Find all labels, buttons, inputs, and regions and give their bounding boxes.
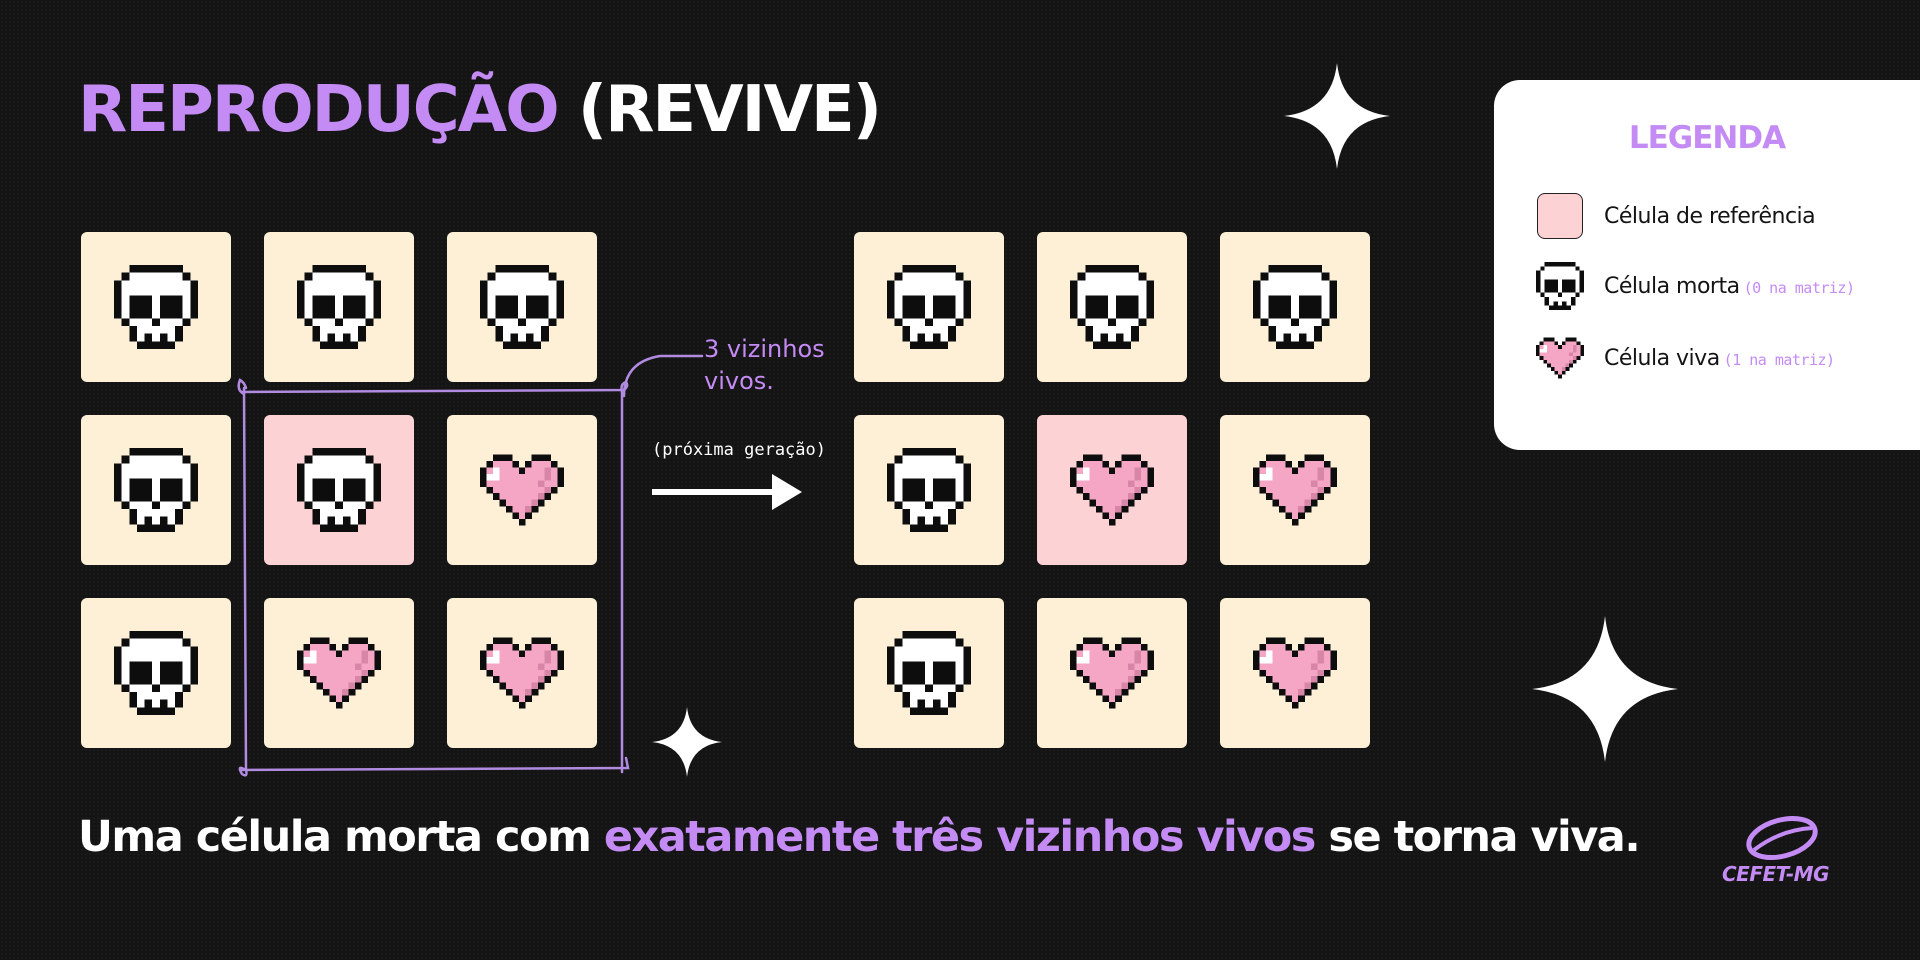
skull-icon (114, 631, 198, 715)
legend-label: Célula viva (1 na matriz) (1604, 345, 1835, 371)
legend-item-alive (1536, 334, 1835, 382)
reference-cell-1-1 (1037, 415, 1187, 565)
caption-highlight: exatamente três vizinhos vivos (603, 812, 1315, 862)
sparkle-icon (1532, 616, 1678, 762)
grid-cell-0-2 (447, 232, 597, 382)
legend-note: (1 na matriz) (1723, 350, 1835, 369)
skull-icon (297, 265, 381, 349)
skull-icon (887, 448, 971, 532)
heart-icon (1253, 448, 1337, 532)
heart-icon (1253, 631, 1337, 715)
grid-cell-2-0 (854, 598, 1004, 748)
skull-icon (1536, 262, 1584, 310)
grid-cell-0-0 (81, 232, 231, 382)
neighbors-callout: 3 vizinhos vivos. (704, 335, 825, 395)
logo-text: CEFET-MG (1722, 862, 1829, 886)
arrow-right-icon (652, 470, 804, 514)
sparkle-icon (652, 706, 722, 778)
skull-icon (114, 448, 198, 532)
skull-icon (480, 265, 564, 349)
heart-icon (1536, 334, 1584, 382)
grid-cell-1-0 (854, 415, 1004, 565)
legend-item-reference (1536, 192, 1815, 240)
grid-cell-0-0 (854, 232, 1004, 382)
legend-panel (1494, 80, 1920, 450)
legend-note: (0 na matriz) (1743, 278, 1855, 297)
skull-icon (1253, 265, 1337, 349)
grid-cell-0-1 (1037, 232, 1187, 382)
grid-cell-2-1 (1037, 598, 1187, 748)
legend-title: LEGENDA (1628, 120, 1786, 156)
heart-icon (1070, 631, 1154, 715)
neighborhood-bracket (234, 378, 634, 778)
grid-cell-0-2 (1220, 232, 1370, 382)
page-title (78, 73, 880, 147)
grid-cell-2-0 (81, 598, 231, 748)
callout-curve (620, 352, 710, 402)
skull-icon (114, 265, 198, 349)
heart-icon (1070, 448, 1154, 532)
grid-cell-0-1 (264, 232, 414, 382)
skull-icon (887, 265, 971, 349)
skull-icon (1070, 265, 1154, 349)
rule-caption: Uma célula morta com exatamente três vizinhos vivos se torna viva. (78, 812, 1640, 862)
next-generation-label: (próxima geração) (652, 440, 826, 460)
grid-cell-2-2 (1220, 598, 1370, 748)
title-rest: (REVIVE) (577, 73, 880, 147)
title-accent: REPRODUÇÃO (78, 73, 558, 147)
legend-label: Célula de referência (1604, 203, 1816, 229)
reference-swatch (1536, 192, 1584, 240)
legend-item-dead (1536, 262, 1855, 310)
skull-icon (887, 631, 971, 715)
sparkle-icon (1284, 62, 1390, 170)
grid-cell-1-2 (1220, 415, 1370, 565)
grid-cell-1-0 (81, 415, 231, 565)
legend-label: Célula morta (0 na matriz) (1604, 273, 1855, 299)
